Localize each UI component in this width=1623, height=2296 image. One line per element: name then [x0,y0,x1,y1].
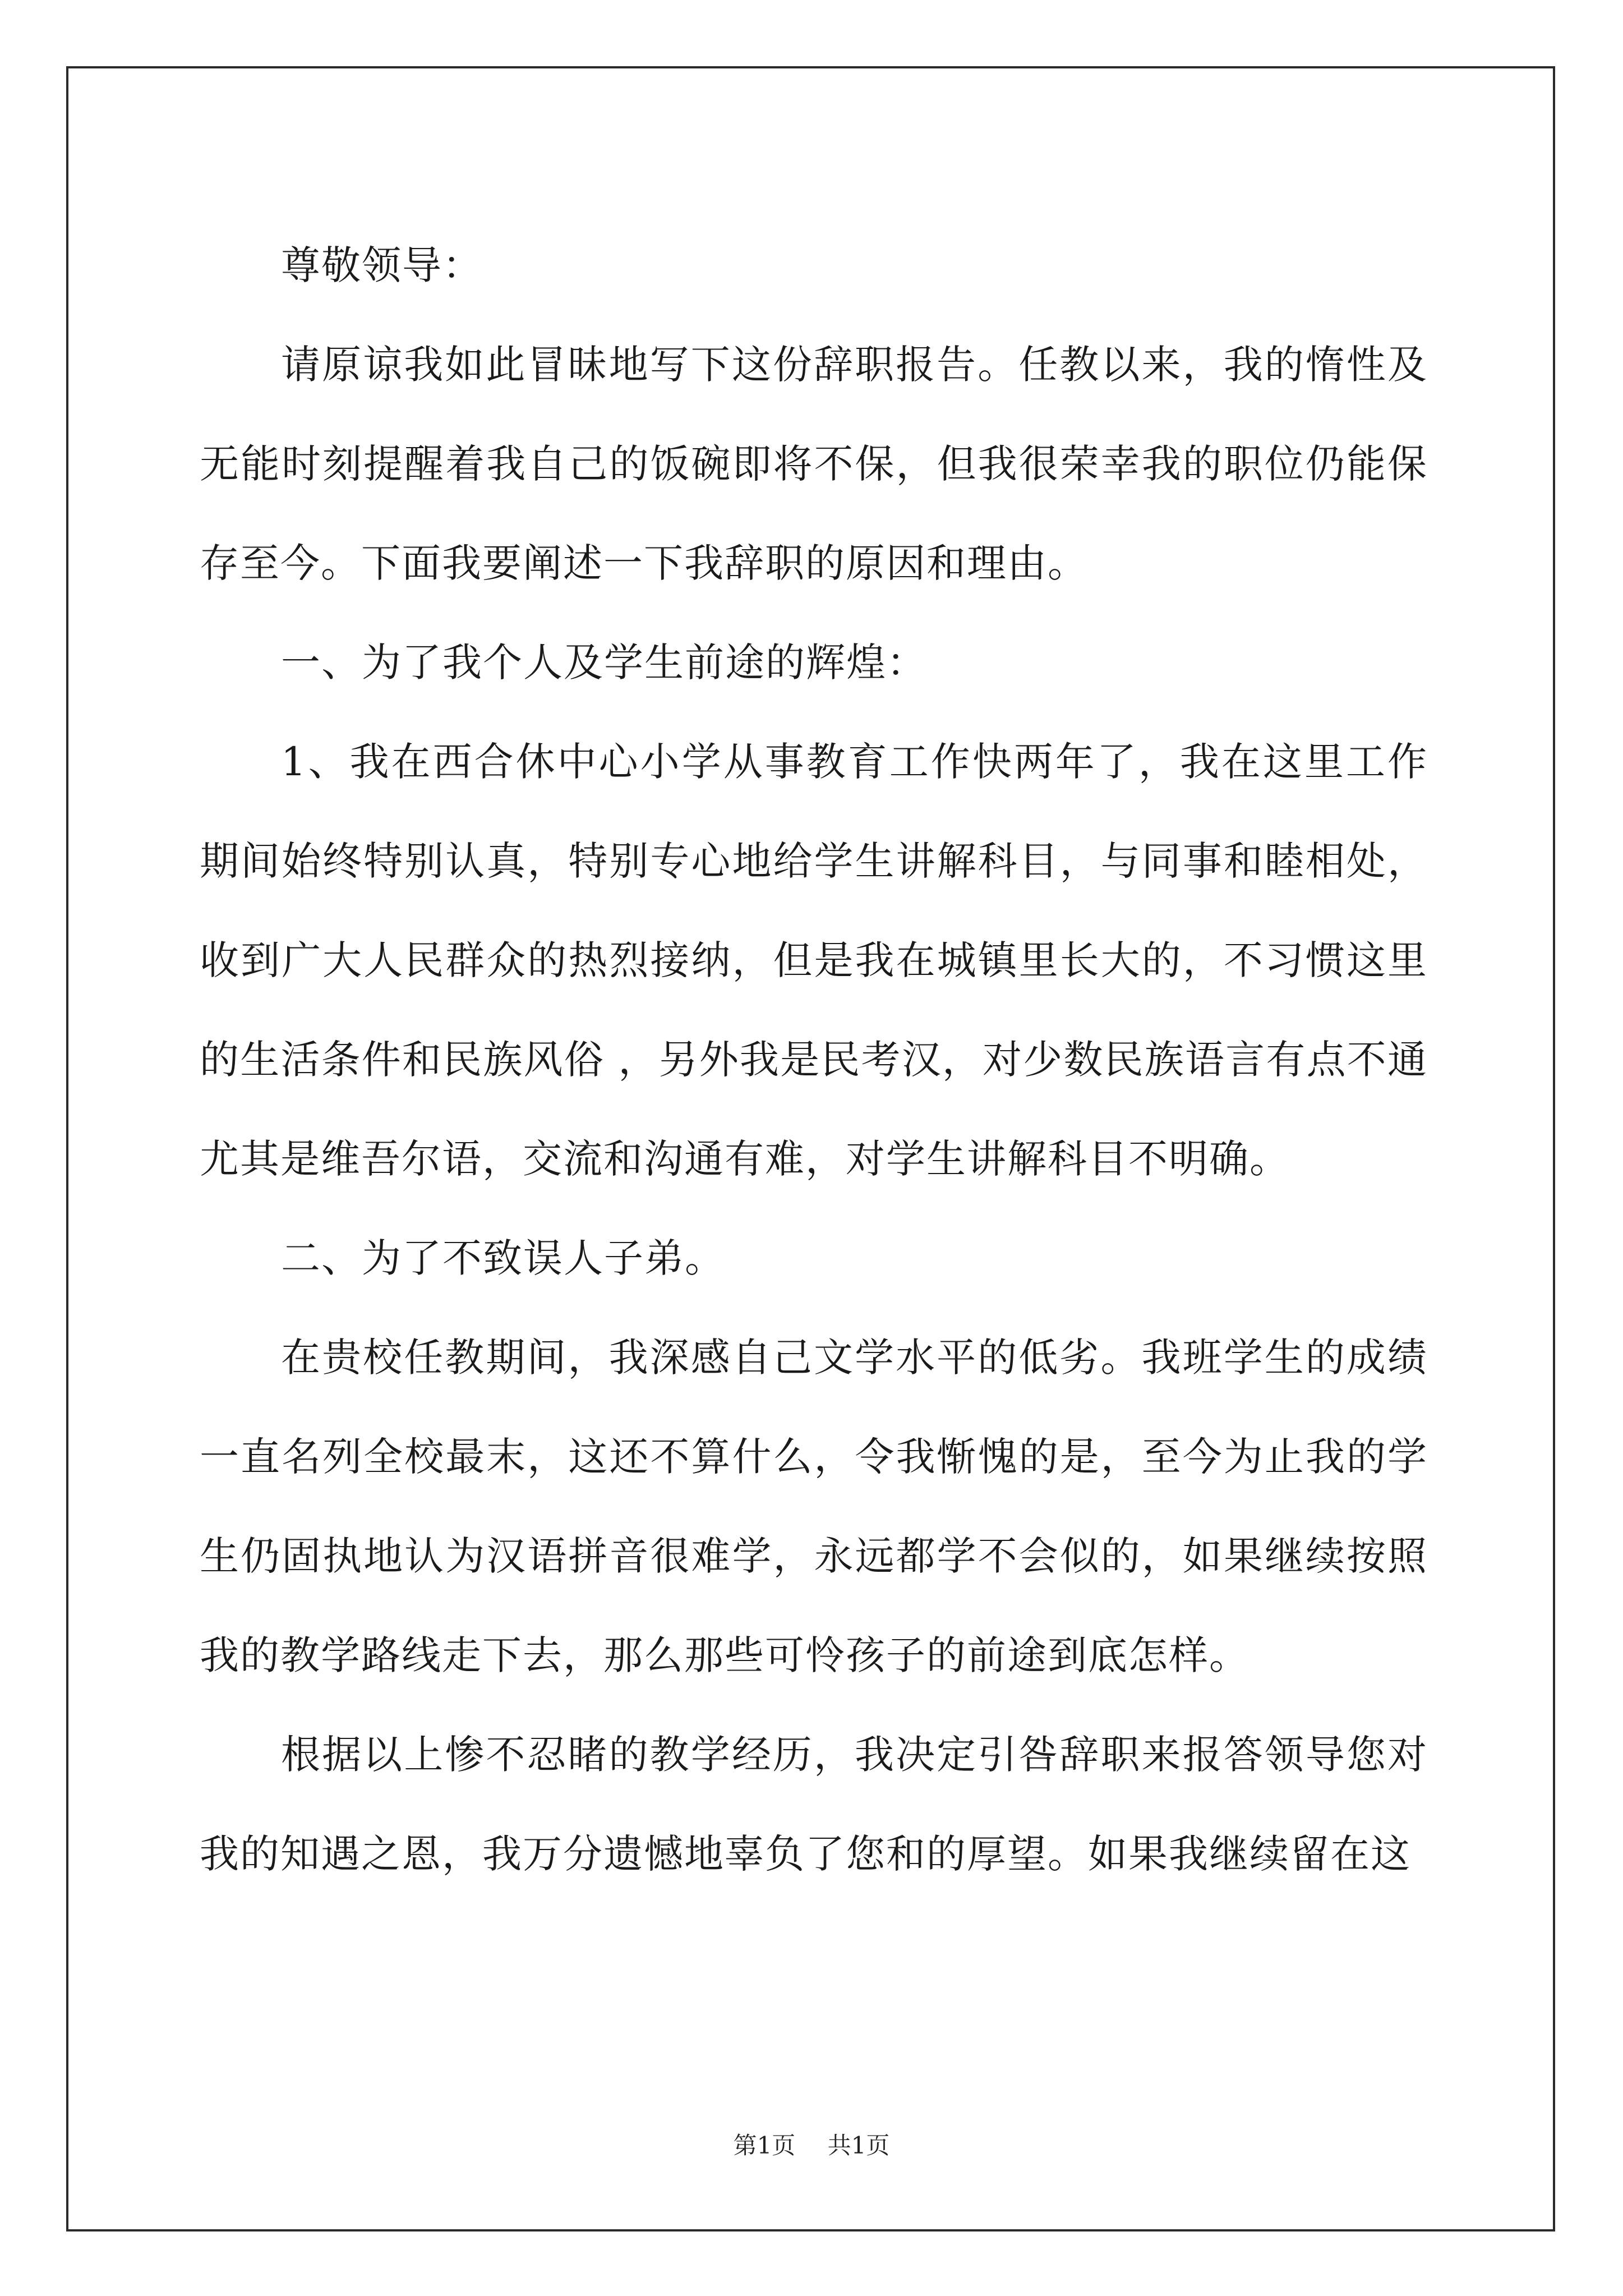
letter-body [200,216,1428,1904]
section-heading-1: 一、为了我个人及学生前途的辉煌： [281,639,927,685]
paragraph-conclusion: 根据以上惨不忍睹的教学经历，我决定引咎辞职来报答领导您对我的知遇之恩，我万分遗憾地辜负了您和的厚望。如果我继续留在这 [200,1732,1428,1877]
page-number: 第1页 [733,2132,796,2159]
paragraph-reason-1: 1、我在西合休中心小学从事教育工作快两年了，我在这里工作期间始终特别认真，特别专心地给学生讲解科目，与同事和睦相处，收到广大人民群众的热烈接纳，但是我在城镇里长大的，不习惯这里的生活条件和民族风俗 ，另外我是民考汉，对少数民族语言有点不通尤其是维吾尔语，交流和沟通有难，对学生讲解科目不明确。 [200,739,1428,1182]
page-footer [0,2129,1623,2162]
salutation: 尊敬领导： [281,242,483,288]
section-heading-2: 二、为了不致误人子弟。 [281,1235,725,1281]
paragraph-intro: 请原谅我如此冒昧地写下这份辞职报告。任教以来，我的惰性及无能时刻提醒着我自己的饭碗即将不保，但我很荣幸我的职位仍能保存至今。下面我要阐述一下我辞职的原因和理由。 [200,342,1428,586]
page-total: 共1页 [827,2132,890,2159]
paragraph-reason-2: 在贵校任教期间，我深感自己文学水平的低劣。我班学生的成绩一直名列全校最末，这还不算什么，令我惭愧的是，至今为止我的学生仍固执地认为汉语拼音很难学，永远都学不会似的，如果继续按照我的教学路线走下去，那么那些可怜孩子的前途到底怎样。 [200,1335,1428,1678]
